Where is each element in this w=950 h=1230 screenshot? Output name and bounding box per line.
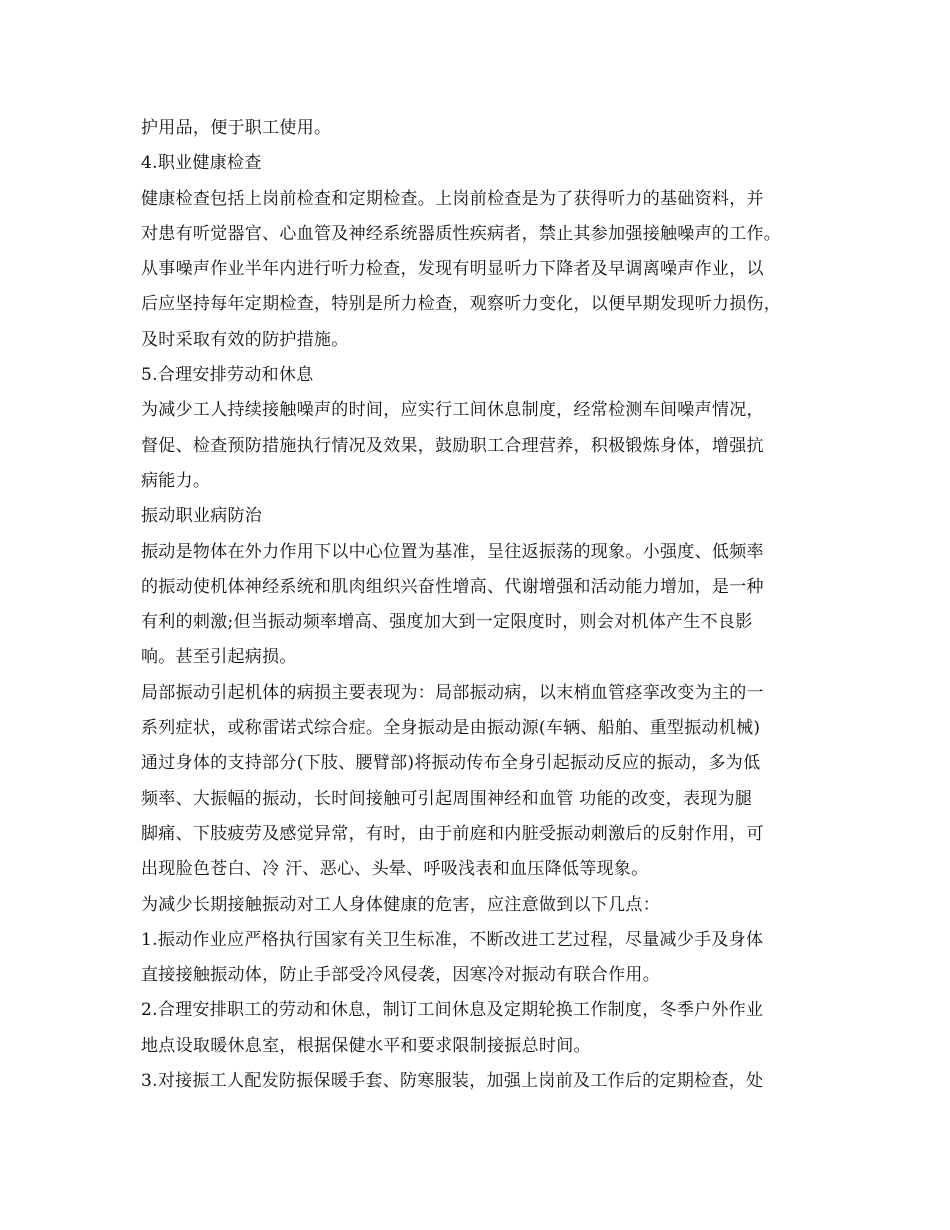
text-line: 为减少工人持续接触噪声的时间，应实行工间休息制度，经常检测车间噪声情况，: [141, 400, 764, 421]
text-line: 通过身体的支持部分(下肢、腰臂部)将振动传布全身引起振动反应的振动，多为低: [141, 753, 761, 774]
text-line: 脚痛、下肢疲劳及感觉异常，有时，由于前庭和内脏受振动刺激后的反射作用，可: [141, 823, 764, 844]
text-line: 的振动使机体神经系统和肌肉组织兴奋性增高、代谢增强和活动能力增加，是一种: [141, 576, 764, 597]
text-line: 系列症状，或称雷诺式综合症。全身振动是由振动源(车辆、船舶、重型振动机械): [141, 718, 761, 739]
list-item: 1.振动作业应严格执行国家有关卫生标准，不断改进工艺过程，尽量减少手及身体: [141, 929, 764, 950]
text-line: 护用品，便于职工使用。: [141, 118, 332, 138]
text-line: 对患有听觉器官、心血管及神经系统器质性疾病者，禁止其参加强接触噪声的工作。: [141, 223, 782, 244]
list-item: 2.合理安排职工的劳动和休息，制订工间休息及定期轮换工作制度，冬季户外作业: [141, 1000, 764, 1021]
document-body: [141, 111, 821, 1099]
text-line: 局部振动引起机体的病损主要表现为：局部振动病，以末梢血管痉挛改变为主的一: [141, 682, 764, 703]
text-line: 振动是物体在外力作用下以中心位置为基准，呈往返振荡的现象。小强度、低频率: [141, 541, 764, 562]
list-item: 3.对接振工人配发防振保暖手套、防寒服装，加强上岗前及工作后的定期检查，处: [141, 1071, 764, 1092]
text-line: 有利的刺激;但当振动频率增高、强度加大到一定限度时，则会对机体产生不良影: [141, 612, 753, 633]
text-line: 为减少长期接触振动对工人身体健康的危害，应注意做到以下几点：: [141, 894, 660, 915]
text-line: 频率、大振幅的振动，长时间接触可引起周围神经和血管 功能的改变，表现为腿: [141, 788, 753, 809]
text-line: 从事噪声作业半年内进行听力检查，发现有明显听力下降者及早调离噪声作业，以: [141, 259, 764, 280]
text-line: 后应坚持每年定期检查，特别是所力检查，观察听力变化，以便早期发现听力损伤，: [141, 294, 782, 315]
section-heading: 5.合理安排劳动和休息: [141, 365, 314, 386]
text-line: 督促、检查预防措施执行情况及效果，鼓励职工合理营养，积极锻炼身体，增强抗: [141, 435, 764, 456]
text-line: 响。甚至引起病损。: [141, 647, 297, 668]
text-line: 出现脸色苍白、冷 汗、恶心、头晕、呼吸浅表和血压降低等现象。: [141, 859, 649, 880]
text-line: 直接接触振动体，防止手部受冷风侵袭，因寒冷对振动有联合作用。: [141, 965, 660, 986]
section-heading: 振动职业病防治: [141, 506, 263, 527]
text-line: 地点设取暖休息室，根据保健水平和要求限制接振总时间。: [141, 1035, 591, 1056]
text-line: 及时采取有效的防护措施。: [141, 329, 349, 350]
text-line: 病能力。: [141, 470, 211, 491]
text-line: 健康检查包括上岗前检查和定期检查。上岗前检查是为了获得听力的基础资料，并: [141, 188, 764, 209]
section-heading: 4.职业健康检查: [141, 153, 262, 174]
